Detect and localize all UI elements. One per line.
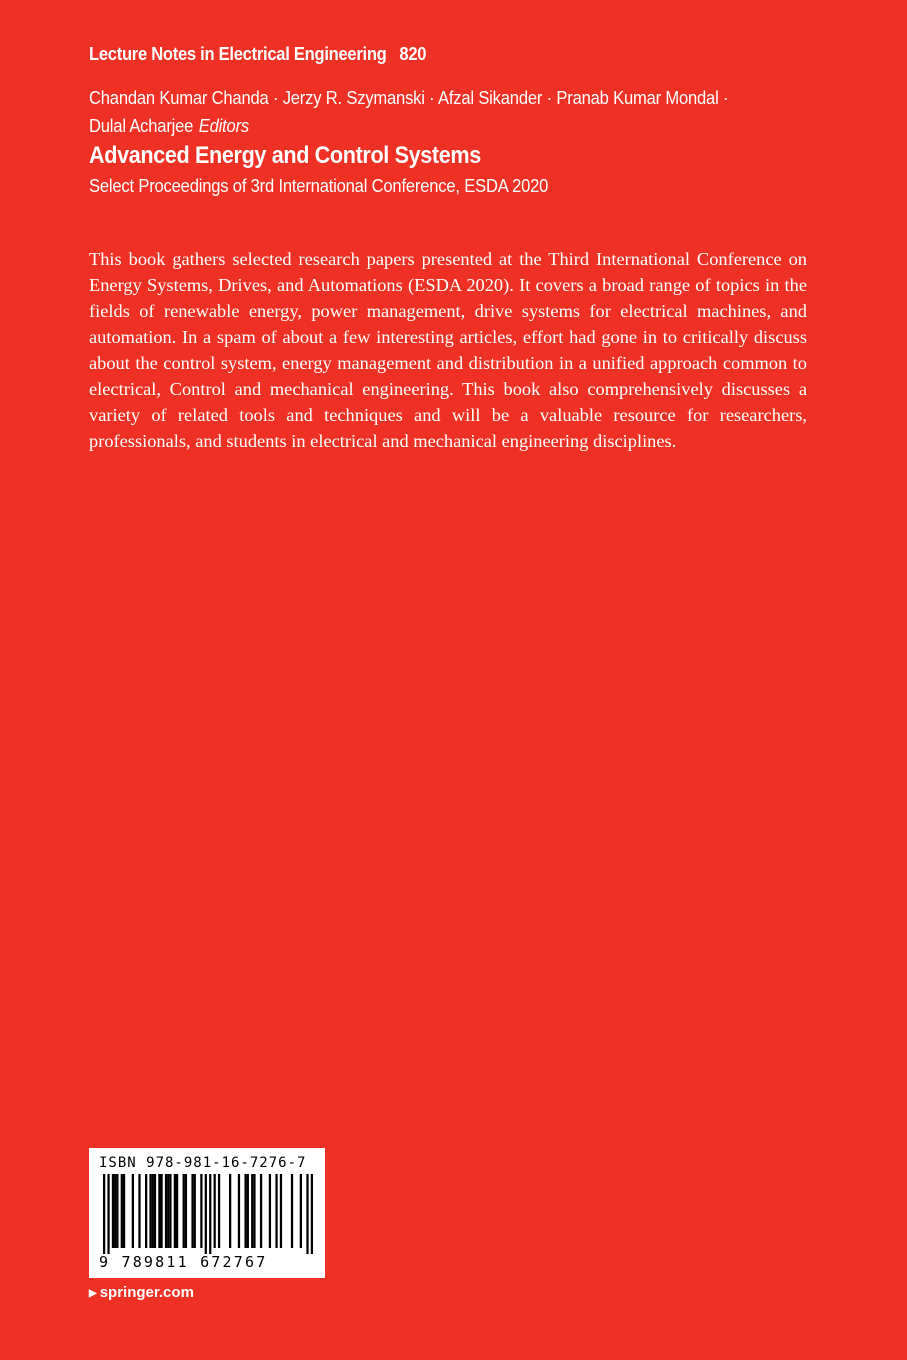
barcode-bar [209,1174,211,1254]
barcode-bar [154,1174,156,1248]
barcode-digits: 9 789811 672767 [99,1253,268,1271]
barcode-bar [121,1174,123,1248]
publisher-link[interactable] [89,1284,194,1301]
barcode-bar [275,1174,277,1248]
barcode-bar [145,1174,147,1248]
barcode-bar [253,1174,255,1248]
barcode-bar [194,1174,196,1248]
barcode-bar [214,1174,216,1248]
book-subtitle: Select Proceedings of 3rd International Conference, ESDA 2020 [89,176,549,196]
play-arrow-icon: ▶ [89,1288,97,1299]
barcode-bar [103,1174,105,1254]
barcode-bar [123,1174,125,1248]
barcode-bar [251,1174,253,1248]
isbn-barcode [89,1148,325,1278]
book-title: Advanced Energy and Control Systems [89,142,481,169]
barcode-bars [103,1174,313,1254]
barcode-bar [238,1174,240,1248]
series-line [89,44,426,65]
book-blurb: This book gathers selected research papers presented at the Third International Conference on Energy Systems, Drives, and Automations (ESDA 2020). It covers a broad range of topics in the fields of renewable energy, power management, drive systems for electrical machines, and automation. In a spam of about a few interesting articles, effort had gone in to critically discuss about the control system, energy management and distribution in a unified approach common to electrical, Control and mechanical engineering. This book also comprehensively discusses a variety of related tools and techniques and will be a valuable resource for researchers, professionals, and students in electrical and mechanical engineering disciplines. [89,249,807,451]
barcode-bar [158,1174,160,1248]
barcode-bar [280,1174,282,1248]
barcode-bar [114,1174,116,1248]
barcode-bar [174,1174,176,1248]
series-name: Lecture Notes in Electrical Engineering [89,44,387,64]
barcode-bar [300,1174,302,1248]
barcode-bar [165,1174,167,1248]
barcode-bar [112,1174,114,1248]
publisher-url: springer.com [99,1284,194,1301]
editors-line-2 [89,112,751,140]
series-volume: 820 [399,44,427,64]
barcode-bar [183,1174,185,1248]
barcode-bar [269,1174,271,1248]
isbn-label: ISBN 978-981-16-7276-7 [99,1155,307,1171]
barcode-bar [169,1174,171,1248]
barcode-bar [132,1174,134,1248]
barcode-bar [247,1174,249,1248]
editors-role: Editors [198,116,249,136]
barcode-bar [291,1174,293,1248]
editor-last: Dulal Acharjee [89,116,194,136]
barcode-bar [152,1174,154,1248]
barcode-bar [260,1174,262,1248]
barcode-bar [218,1174,220,1248]
barcode-bar [176,1174,178,1248]
barcode-bar [191,1174,193,1248]
barcode-bar [244,1174,246,1248]
barcode-bar [149,1174,151,1248]
barcode-bar [167,1174,169,1248]
barcode-bar [185,1174,187,1248]
barcode-bar [306,1174,308,1254]
barcode-bar [107,1174,109,1254]
barcode-bar [205,1174,207,1254]
barcode-bar [311,1174,313,1254]
barcode-bar [138,1174,140,1248]
barcode-bar [160,1174,162,1248]
barcode-bar [229,1174,231,1248]
barcode-bar [116,1174,118,1248]
editors [89,84,751,140]
barcode-bar [200,1174,202,1248]
editors-line-1: Chandan Kumar Chanda · Jerzy R. Szymanski · Afzal Sikander · Pranab Kumar Mondal · [89,88,729,108]
